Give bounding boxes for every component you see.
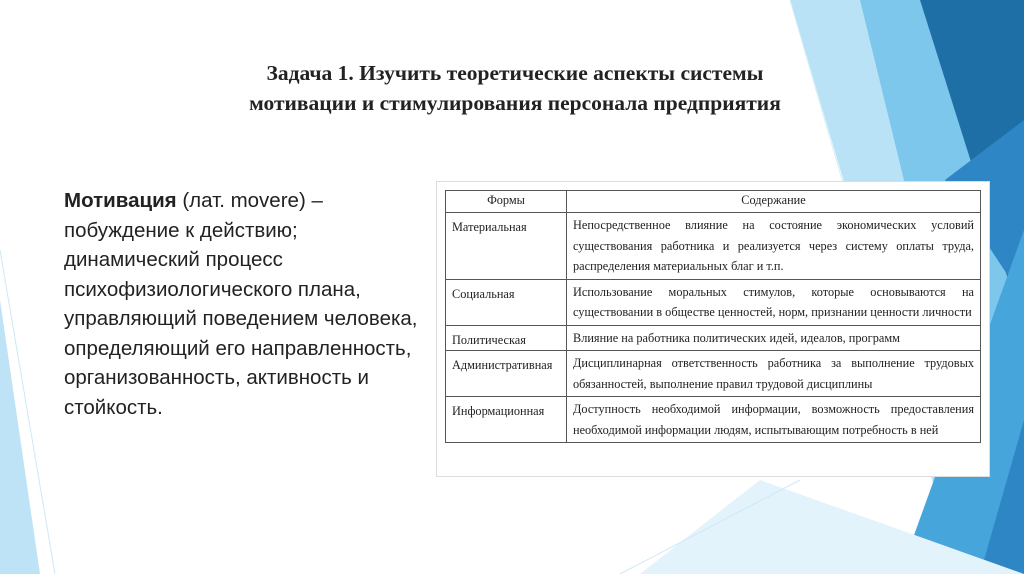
title-line-1: Задача 1. Изучить теоретические аспекты системы <box>266 61 764 85</box>
row-form: Социальная <box>446 279 567 325</box>
table-row <box>446 397 981 443</box>
motivation-forms-table <box>445 190 981 443</box>
header-forms: Формы <box>446 191 567 213</box>
row-content: Непосредственное влияние на состояние экономических условий существования работника и реализуется через систему оплаты труда, распределения материальных благ и т.п. <box>567 213 981 280</box>
header-content: Содержание <box>567 191 981 213</box>
row-form: Материальная <box>446 213 567 280</box>
definition-text: (лат. movere) – побуждение к действию; динамический процесс психофизиологического плана, управляющий поведением человека, определяющий его направленность, организованность, активность и стойкость. <box>64 189 418 419</box>
slide-title <box>150 58 880 118</box>
row-content: Доступность необходимой информации, возможность предоставления необходимой информации людям, испытывающим потребность в ней <box>567 397 981 443</box>
row-content: Использование моральных стимулов, которые основываются на существовании в обществе ценностей, норм, признании ценности личности <box>567 279 981 325</box>
definition-term: Мотивация <box>64 189 177 212</box>
table-row <box>446 351 981 397</box>
table-row <box>446 325 981 351</box>
motivation-forms-table-image <box>437 182 989 476</box>
row-form: Политическая <box>446 325 567 351</box>
title-line-2: мотивации и стимулирования персонала предприятия <box>249 91 781 115</box>
definition-paragraph <box>64 186 434 422</box>
row-content: Дисциплинарная ответственность работника за выполнение трудовых обязанностей, выполнение правил трудовой дисциплины <box>567 351 981 397</box>
table-row <box>446 213 981 280</box>
table-header-row <box>446 191 981 213</box>
deco-left-shape <box>0 300 40 574</box>
row-form: Информационная <box>446 397 567 443</box>
table-row <box>446 279 981 325</box>
row-form: Административная <box>446 351 567 397</box>
row-content: Влияние на работника политических идей, идеалов, программ <box>567 325 981 351</box>
